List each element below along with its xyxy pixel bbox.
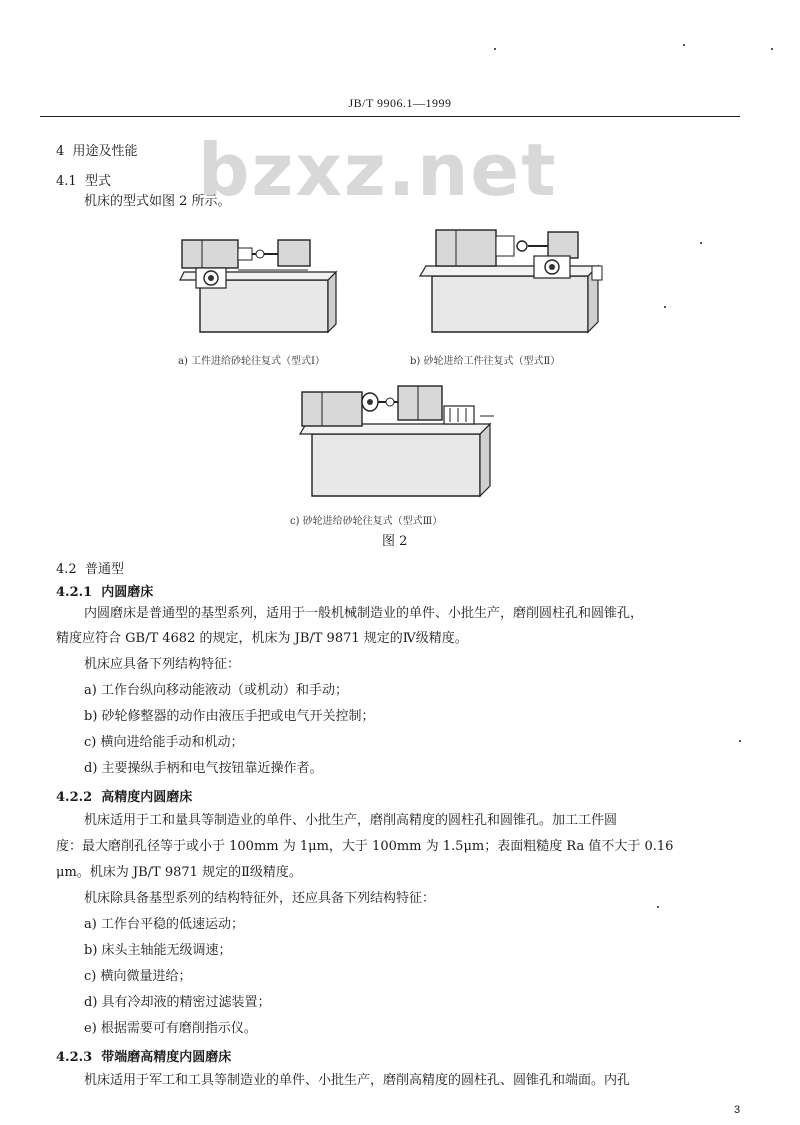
section-4-heading [56, 140, 138, 159]
figure-caption-a: a) 工件进给砂轮往复式（型式Ⅰ） [178, 356, 325, 367]
section-title: 普通型 [84, 562, 124, 577]
section-number: 4.1 [56, 174, 77, 189]
section-title: 高精度内圆磨床 [101, 790, 193, 805]
document-header: JB/T 9906.1—1999 [348, 96, 452, 110]
scan-speck [494, 48, 496, 50]
section-4-2-1-heading [56, 581, 153, 600]
list-item: c) 横向进给能手动和机动； [84, 735, 244, 750]
section-4-2-heading [56, 558, 124, 577]
figure-title: 图 2 [382, 534, 408, 549]
section-number: 4.2.1 [56, 585, 93, 600]
paragraph-line: 机床适用于军工和工具等制造业的单件、小批生产，磨削高精度的圆柱孔、圆锥孔和端面。内孔 [84, 1073, 631, 1088]
list-item: d) 主要操纵手柄和电气按钮靠近操作者。 [84, 761, 323, 776]
scan-speck [700, 242, 702, 244]
paragraph-line: μm。机床为 JB/T 9871 规定的Ⅱ级精度。 [56, 865, 302, 880]
figure-type-2-drawing [418, 222, 608, 340]
list-item: d) 具有冷却液的精密过滤装置； [84, 995, 271, 1010]
paragraph-line: 度：最大磨削孔径等于或小于 100mm 为 1μm，大于 100mm 为 1.5μm；表面粗糙度 Ra 值不大于 0.16 [56, 839, 674, 854]
watermark: bzxz.net [198, 128, 558, 212]
scan-speck [664, 306, 666, 308]
figure-type-3-drawing [294, 378, 504, 502]
list-item: b) 床头主轴能无级调速； [84, 943, 232, 958]
scan-speck [683, 44, 685, 46]
section-title: 型式 [84, 174, 111, 189]
figure-caption-c: c) 砂轮进给砂轮往复式（型式Ⅲ） [290, 516, 443, 527]
scan-speck [739, 740, 741, 742]
section-title: 用途及性能 [72, 144, 138, 159]
section-4-2-3-heading [56, 1046, 231, 1065]
section-title: 内圆磨床 [101, 585, 154, 600]
paragraph-line: 精度应符合 GB/T 4682 的规定，机床为 JB/T 9871 规定的Ⅳ级精度。 [56, 631, 468, 646]
section-title: 带端磨高精度内圆磨床 [101, 1050, 232, 1065]
paragraph-line: 机床应具备下列结构特征： [84, 657, 241, 672]
section-4-1-intro: 机床的型式如图 2 所示。 [84, 194, 231, 209]
list-item: e) 根据需要可有磨削指示仪。 [84, 1021, 257, 1036]
scan-speck [657, 906, 659, 908]
section-number: 4.2 [56, 562, 77, 577]
figure-type-1-drawing [178, 232, 348, 340]
paragraph-line: 机床适用于工和量具等制造业的单件、小批生产，磨削高精度的圆柱孔和圆锥孔。加工工件圆 [84, 813, 618, 828]
paragraph-line: 机床除具备基型系列的结构特征外，还应具备下列结构特征： [84, 891, 436, 906]
section-number: 4.2.2 [56, 790, 93, 805]
section-number: 4.2.3 [56, 1050, 93, 1065]
figure-caption-b: b) 砂轮进给工件往复式（型式Ⅱ） [410, 356, 561, 367]
list-item: c) 横向微量进给； [84, 969, 192, 984]
scan-speck [771, 48, 773, 50]
page-number: 3 [734, 1104, 741, 1116]
section-4-1-heading [56, 170, 111, 189]
paragraph-line: 内圆磨床是普通型的基型系列，适用于一般机械制造业的单件、小批生产，磨削圆柱孔和圆锥孔， [84, 606, 644, 621]
list-item: a) 工作台平稳的低速运动； [84, 917, 244, 932]
list-item: b) 砂轮修整器的动作由液压手把或电气开关控制； [84, 709, 375, 724]
section-4-2-2-heading [56, 786, 192, 805]
list-item: a) 工作台纵向移动能液动（或机动）和手动； [84, 683, 348, 698]
header-rule [40, 116, 740, 117]
section-number: 4 [56, 144, 65, 159]
